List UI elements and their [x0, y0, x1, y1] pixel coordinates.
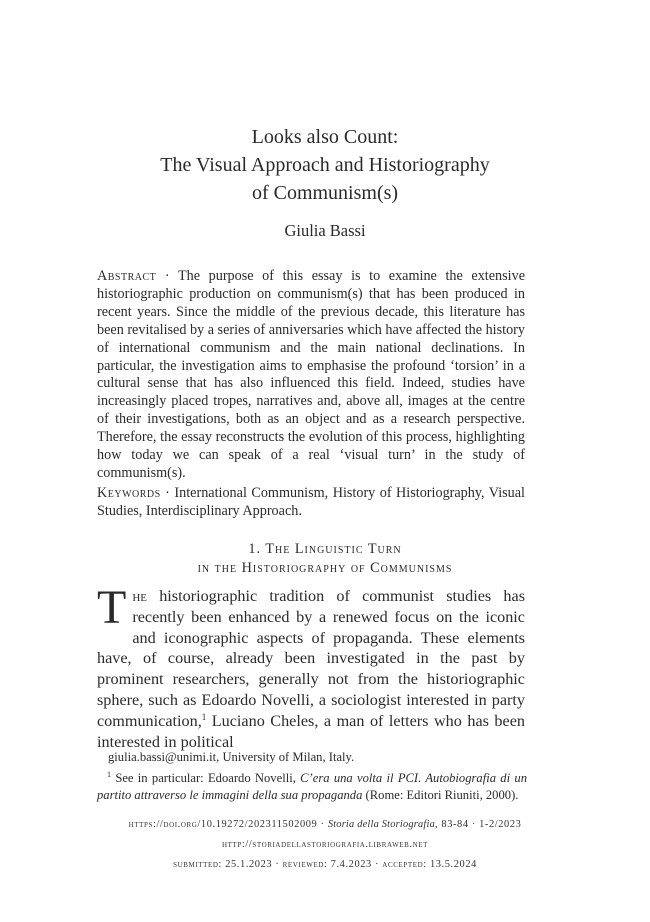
abstract-separator: ·	[156, 268, 178, 284]
author-name: Giulia Bassi	[284, 221, 366, 240]
drop-cap: T	[97, 581, 127, 634]
doi-link[interactable]: https://doi.org/10.19272/202311502009	[128, 819, 318, 830]
doi-line	[0, 815, 650, 835]
first-word-rest: he	[132, 587, 147, 605]
footnote-suffix: (Rome: Editori Riuniti, 2000).	[362, 788, 519, 802]
body-paragraph	[97, 581, 525, 752]
keywords-separator: ·	[160, 485, 175, 501]
section-heading-line-1: 1. The Linguistic Turn	[248, 541, 402, 557]
abstract-label: Abstract	[97, 268, 157, 284]
section-heading-line-2: in the Historiography of Communisms	[197, 560, 453, 576]
issue-info: , 83-84 · 1-2/2023	[435, 819, 522, 830]
footnote-number: 1	[107, 770, 111, 779]
abstract-text: The purpose of this essay is to examine the extensive historiographic production on communism(s) that has been produced in recent years. Since the middle of the previous decade, this literature has been revitalised by a series of anniversaries which have affected the history of international communism and the main national declinations. In particular, the investigation aims to emphasise the profound ‘torsion’ in a cultural sense that has also influenced this field. Indeed, studies have increasingly placed tropes, narratives and, above all, images at the centre of their investigations, both as an object and as a research perspective. Therefore, the essay reconstructs the evolution of this process, highlighting how today we can speak of a real ‘visual turn’ in the study of communism(s).	[97, 268, 525, 481]
author-affiliation: giulia.bassi@unimi.it, University of Milan, Italy.	[108, 750, 355, 764]
journal-name: Storia della Storiografia	[327, 819, 435, 830]
doi-separator: ·	[317, 819, 328, 830]
abstract	[97, 268, 525, 483]
keywords-label: Keywords	[97, 485, 161, 501]
title-line-1: Looks also Count:	[251, 126, 399, 148]
review-dates: submitted: 25.1.2023 · reviewed: 7.4.2023 · accepted: 13.5.2024	[173, 859, 477, 870]
footnote-book-title: C’era una volta il PCI. Autobiografia di un partito attraverso le immagini della sua propaganda	[97, 771, 527, 802]
title-line-2: The Visual Approach and Historiography	[160, 154, 490, 176]
paragraph-text: historiographic tradition of communist studies has recently been enhanced by a renewed focus on the iconic and iconographic aspects of propaganda. These elements have, of course, already been investigated in the past by prominent researchers, generally not from the historiographic sphere, such as Edoardo Novelli, a sociologist interested in party communication,	[97, 587, 525, 730]
section-heading	[0, 540, 650, 578]
footnote	[97, 770, 527, 804]
paragraph-text-end: Luciano Cheles, a man of letters who has been interested in political	[97, 711, 525, 751]
footnote-prefix: See in particular: Edoardo Novelli,	[115, 771, 301, 785]
footnote-reference[interactable]: 1	[201, 711, 207, 722]
site-link[interactable]: http://storiadellastoriografia.libraweb.net	[221, 839, 429, 850]
keywords-text: International Communism, History of Historiography, Visual Studies, Interdisciplinary Approach.	[97, 485, 525, 519]
publication-info	[0, 815, 650, 875]
title-line-3: of Communism(s)	[251, 182, 399, 204]
article-title	[0, 123, 650, 207]
keywords	[97, 485, 525, 521]
